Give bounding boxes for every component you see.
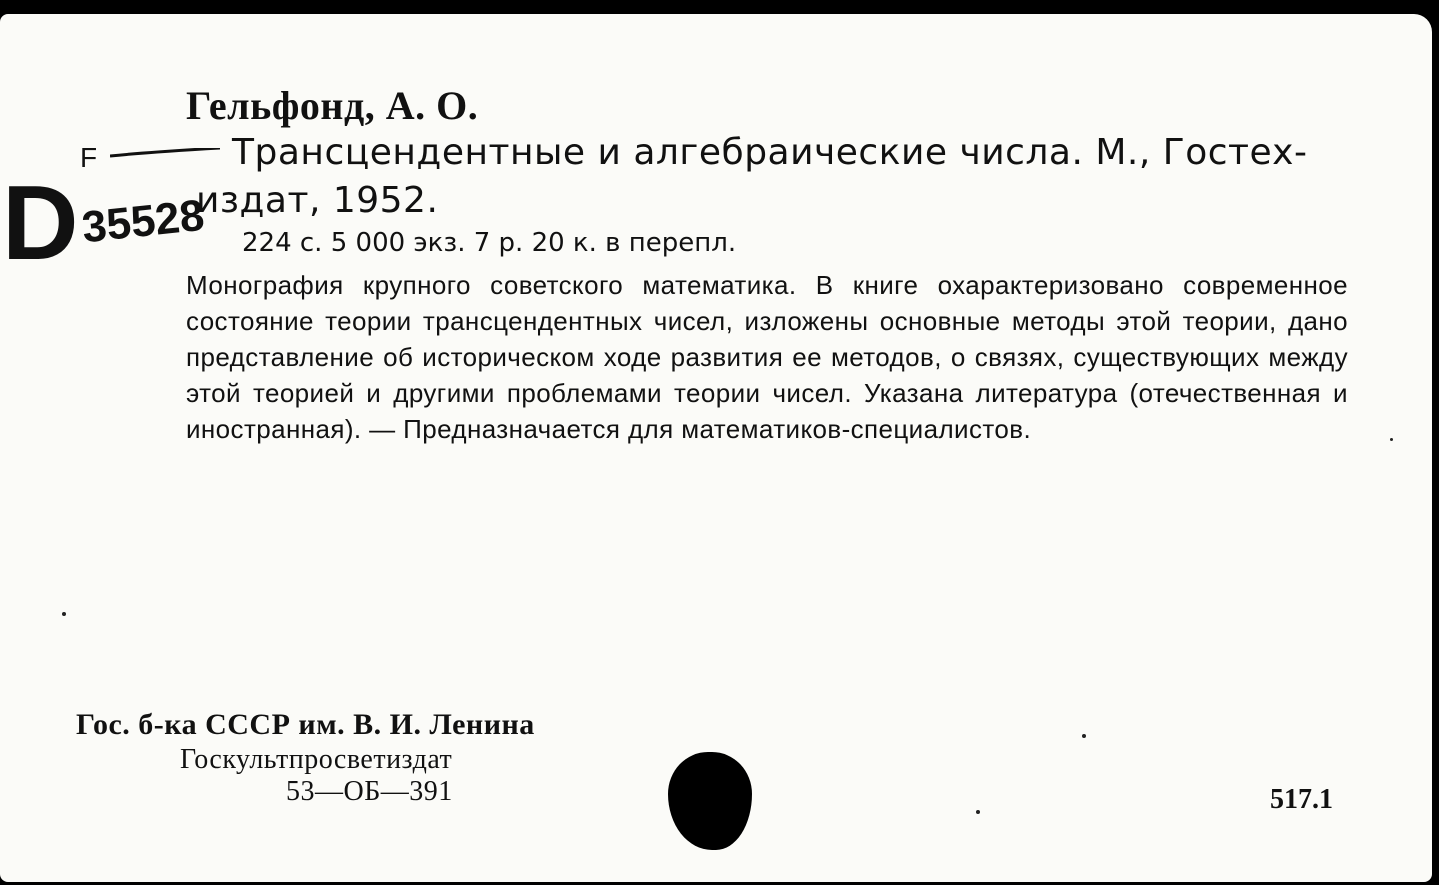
speck	[976, 810, 980, 814]
card-classification: 517.1	[1270, 784, 1333, 815]
stamp-letter: D	[2, 164, 79, 282]
card-order-number: 53—ОБ—391	[286, 776, 453, 807]
speck	[1082, 734, 1086, 738]
card-annotation: Монография крупного советского математика. В книге охарактеризовано современное состояние теории трансцендентных чисел, изложены основные методы этой теории, дано представление об историческом ходе развития ее методов, о связях, существующих между этой теорией и другими проблемами теории чисел. Указана литература (отечественная и иностранная). — Предназначается для математиков-специалистов.	[186, 270, 1348, 444]
strikethrough-mark	[110, 148, 220, 158]
card-title-line-2: издат, 1952.	[196, 180, 439, 221]
punch-hole	[668, 752, 752, 850]
shelf-mark-f: F	[80, 142, 98, 173]
catalog-card	[0, 14, 1432, 882]
stamp-number: 35528	[79, 190, 207, 253]
card-author: Гельфонд, А. О.	[186, 83, 479, 128]
speck	[62, 612, 66, 616]
card-title-line-1: Трансцендентные и алгебраические числа. М., Гостех-	[232, 132, 1308, 173]
speck	[1390, 438, 1393, 441]
card-details: 224 с. 5 000 экз. 7 р. 20 к. в перепл.	[242, 228, 737, 258]
card-publisher: Госкультпросветиздат	[180, 744, 453, 775]
card-library: Гос. б-ка СССР им. В. И. Ленина	[76, 708, 535, 741]
